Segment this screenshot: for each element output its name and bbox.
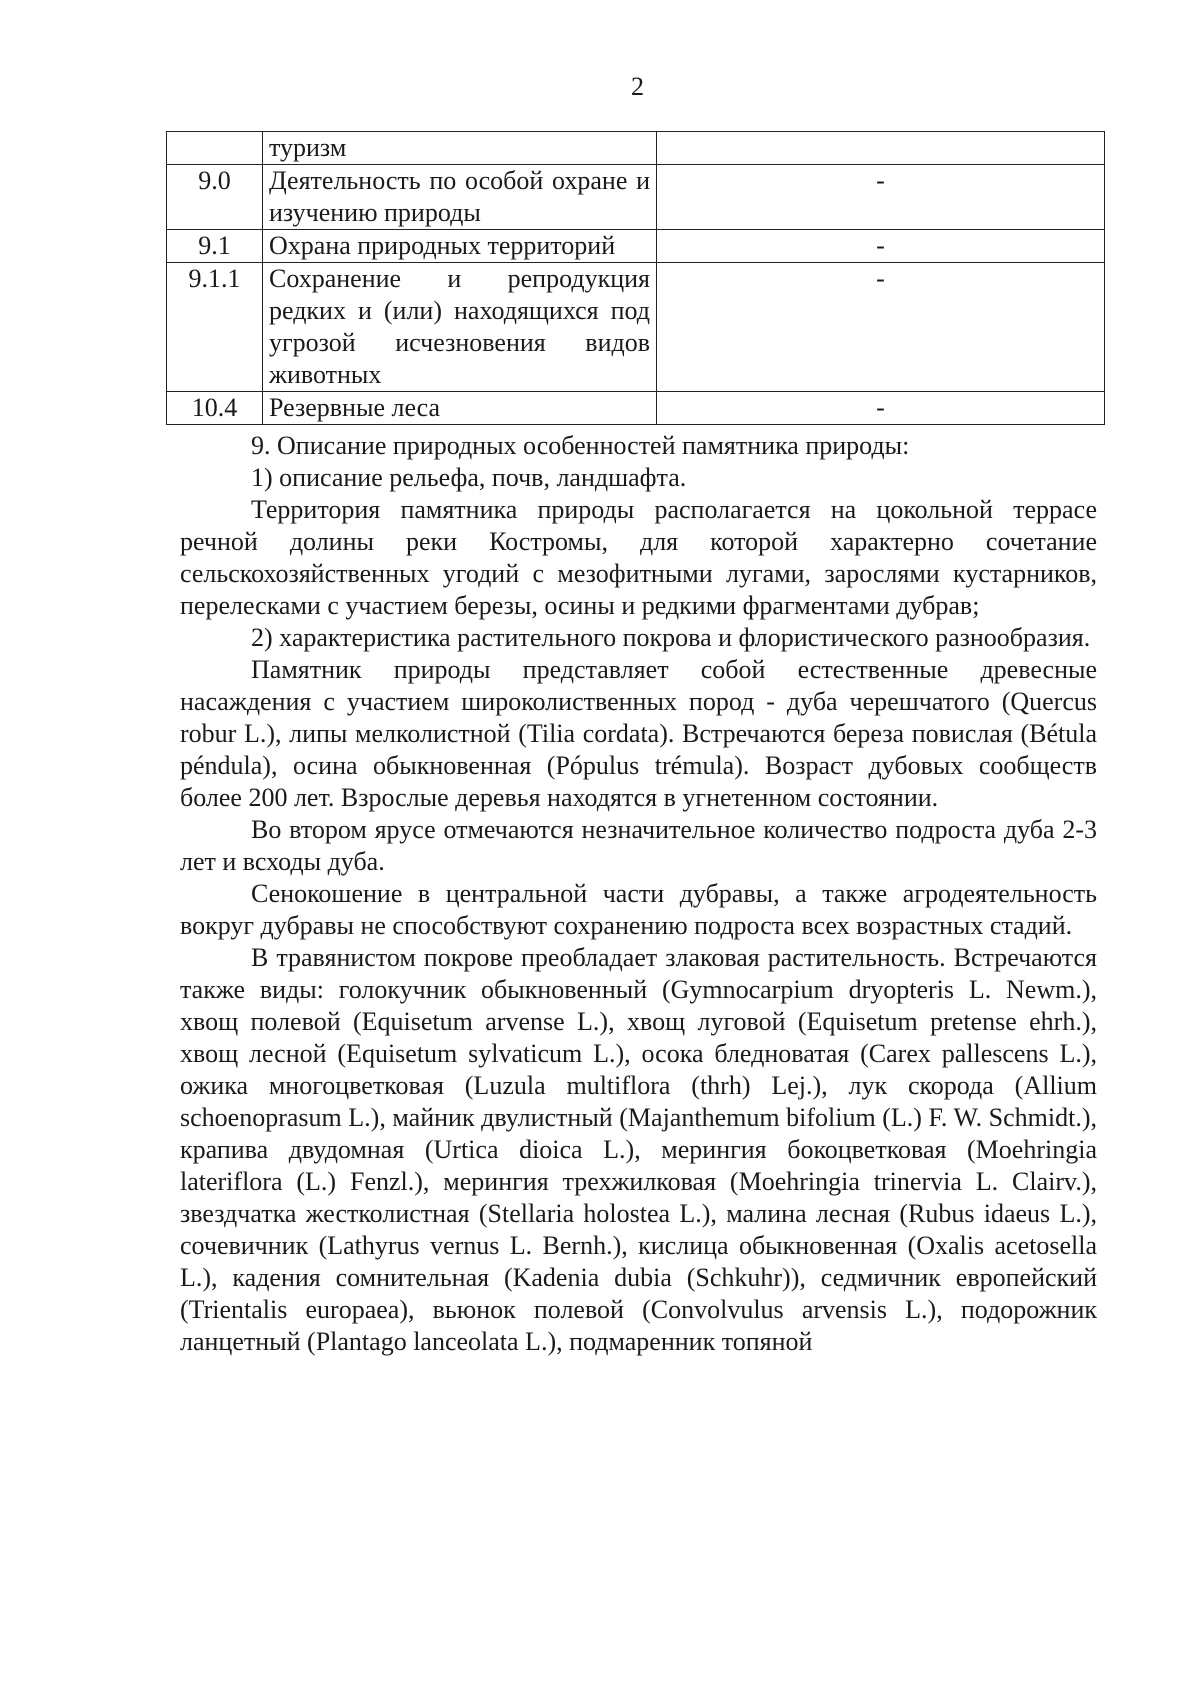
table-row bbox=[167, 263, 1105, 392]
land-use-table bbox=[166, 131, 1105, 425]
paragraph: Сенокошение в центральной части дубравы, а также агродеятельность вокруг дубравы не способствуют сохранению подроста всех возрастных стадий. bbox=[180, 879, 1097, 940]
page-number: 2 bbox=[631, 72, 644, 101]
subsection-heading: 1) описание рельефа, почв, ландшафта. bbox=[251, 463, 687, 492]
table-row bbox=[167, 165, 1105, 230]
row-value: - bbox=[657, 230, 1105, 263]
paragraph: Во втором ярусе отмечаются незначительное количество подроста дуба 2-3 лет и всходы дуба. bbox=[180, 815, 1097, 876]
row-name: Сохранение и репродукция редких и (или) находящихся под угрозой исчезновения видов животных bbox=[263, 263, 657, 392]
subsection-heading: 2) характеристика растительного покрова и флористического разнообразия. bbox=[251, 623, 1091, 652]
row-name: Резервные леса bbox=[263, 392, 657, 425]
section-heading: 9. Описание природных особенностей памятника природы: bbox=[251, 431, 910, 460]
row-code: 9.1 bbox=[167, 230, 263, 263]
row-value: - bbox=[657, 263, 1105, 392]
paragraph: Памятник природы представляет собой естественные древесные насаждения с участием широколиственных пород - дуба черешчатого (Quercus robur L.), липы мелколистной (Tilia cordata). Встречаются береза повислая (Bétula péndula), осина обыкновенная (Pópulus trémula). Возраст дубовых сообществ более 200 лет. Взрослые деревья находятся в угнетенном состоянии. bbox=[180, 655, 1097, 812]
row-name: Охрана природных территорий bbox=[263, 230, 657, 263]
paragraph: В травянистом покрове преобладает злаковая растительность. Встречаются также виды: голокучник обыкновенный (Gymnocarpium dryopteris L. Newm.), хвощ полевой (Equisetum arvense L.), хвощ луговой (Equisetum pretense ehrh.), хвощ лесной (Equisetum sylvaticum L.), осока бледноватая (Carex pallescens L.), ожика многоцветковая (Luzula multiflora (thrh) Lej.), лук скорода (Allium schoenoprasum L.), майник двулистный (Majanthemum bifolium (L.) F. W. Schmidt.), крапива двудомная (Urtica dioica L.), мерингия бокоцветковая (Moehringia lateriflora (L.) Fenzl.), мерингия трехжилковая (Moehringia trinervia L. Clairv.), звездчатка жестколистная (Stellaria holostea L.), малина лесная (Rubus idaeus L.), сочевичник (Lathyrus vernus L. Bernh.), кислица обыкновенная (Oxalis acetosella L.), кадения сомнительная (Kadenia dubia (Schkuhr)), седмичник европейский (Trientalis europaea), вьюнок полевой (Convolvulus arvensis L.), подорожник ланцетный (Plantago lanceolata L.), подмаренник топяной bbox=[180, 943, 1097, 1356]
row-name: Деятельность по особой охране и изучению природы bbox=[263, 165, 657, 230]
paragraph: Территория памятника природы располагается на цокольной террасе речной долины реки Костромы, для которой характерно сочетание сельскохозяйственных угодий с мезофитными лугами, зарослями кустарников, перелесками с участием березы, осины и редкими фрагментами дубрав; bbox=[180, 495, 1097, 620]
row-code: 9.0 bbox=[167, 165, 263, 230]
table-row bbox=[167, 230, 1105, 263]
row-code: 10.4 bbox=[167, 392, 263, 425]
row-value bbox=[657, 132, 1105, 165]
row-code bbox=[167, 132, 263, 165]
table-row bbox=[167, 392, 1105, 425]
row-value: - bbox=[657, 165, 1105, 230]
row-name: туризм bbox=[263, 132, 657, 165]
row-value: - bbox=[657, 392, 1105, 425]
document-body bbox=[180, 430, 1097, 1358]
row-code: 9.1.1 bbox=[167, 263, 263, 392]
table-row bbox=[167, 132, 1105, 165]
